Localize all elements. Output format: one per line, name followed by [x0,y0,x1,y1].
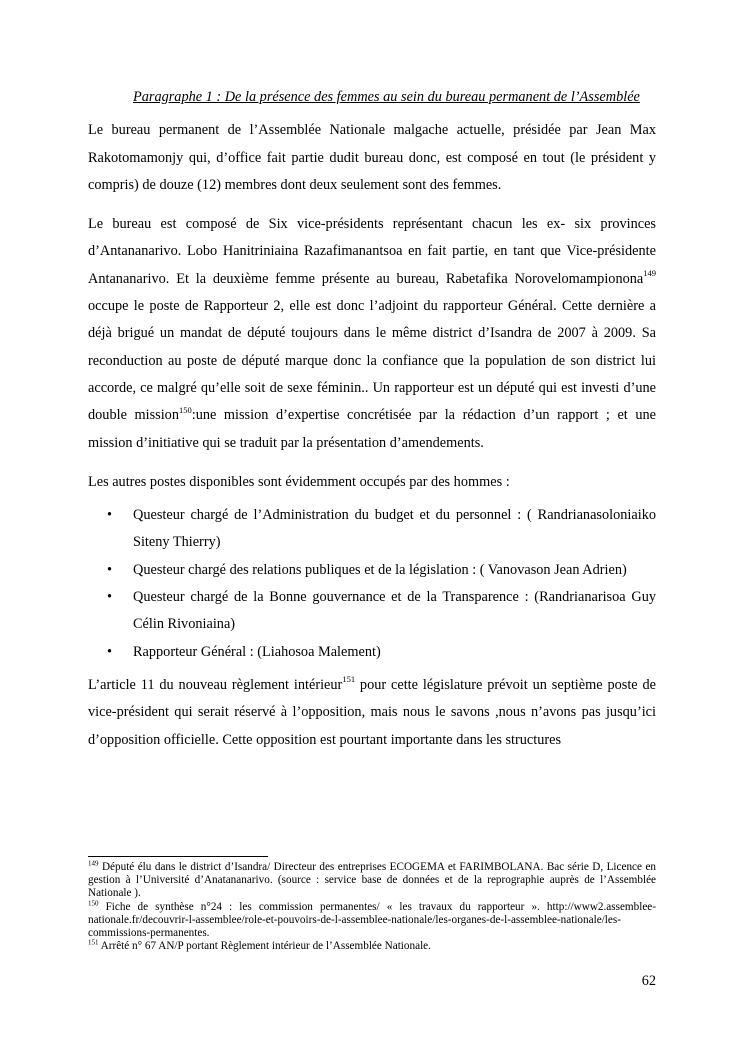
footnote-number: 150 [88,898,99,907]
section-heading: Paragraphe 1 : De la présence des femmes au sein du bureau permanent de l’Assemblée [133,89,640,105]
footnote-151 [88,940,656,953]
paragraph-2-part-b: occupe le poste de Rapporteur 2, elle est donc l’adjoint du rapporteur Général. Cette dernière a déjà brigué un mandat de député toujours dans le même district d’Isandra de 2007 à 2009. Sa reconduction au poste de député marque donc la confiance que la population de son district lui accorde, ce malgré qu’elle soit de sexe féminin.. Un rapporteur est un député qui est investi d’une double mission [88,298,656,424]
paragraph-2-part-a: Le bureau est composé de Six vice-présidents représentant chacun les ex- six provinces d’Antananarivo. Lobo Hanitriniaina Razafimanantsoa en fait partie, en tant que Vice-présidente Antananarivo. Et la deuxième femme présente au bureau, Rabetafika Norovelomampionona [88,216,656,287]
bullet-icon: • [107,643,113,660]
footnote-150 [88,898,656,941]
footnote-text: Arrêté n° 67 AN/P portant Règlement intérieur de l’Assemblée Nationale. [98,940,431,953]
footnote-text[interactable]: Fiche de synthèse n°24 : les commission permanentes/ « les travaux du rapporteur ». http://www2.assemblee-nationale.fr/decouvrir-l-assemblee/role-et-pouvoirs-de-l-assemblee-nationale/les-organes-de-l-assemblee-nationale/les-commissions-permanentes. [88,900,656,940]
footnote-ref-150[interactable]: 150 [178,404,192,415]
footnote-149 [88,861,656,901]
list-item [88,584,656,639]
list-item-text: Questeur chargé de l’Administration du budget et du personnel : ( Randrianasoloniaiko Siteny Thierry) [133,507,656,551]
bullet-icon: • [107,589,113,606]
paragraph-1: Le bureau permanent de l’Assemblée Nationale malgache actuelle, présidée par Jean Max Rakotomamonjy qui, d’office fait partie dudit bureau donc, est composé en tout (le président y compris) de douze (12) membres dont deux seulement sont des femmes. [88,122,656,193]
bullet-icon: • [107,561,113,578]
footnote-number: 151 [88,938,99,947]
paragraph-4-part-a: L’article 11 du nouveau règlement intérieur [88,676,343,693]
bullet-icon: • [107,507,113,524]
page-number: 62 [641,973,656,989]
list-item-text: Rapporteur Général : (Liahosoa Malement) [133,643,381,660]
footnote-ref-151[interactable]: 151 [342,674,356,685]
posts-list [88,502,656,666]
list-item-text: Questeur chargé des relations publiques et de la législation : ( Vanovason Jean Adrien) [133,561,627,578]
list-item [88,502,656,557]
main-text [88,84,656,766]
list-item [88,639,656,666]
paragraph-4-part-b: pour cette législature prévoit un septième poste de vice-président qui serait réservé à l’opposition, mais nous le savons ,nous n’avons pas jusqu’ici d’opposition officielle. Cette opposition est pourtant importante dans les structures [88,676,656,748]
footnote-text: Député élu dans le district d’Isandra/ Directeur des entreprises ECOGEMA et FARIMBOLANA. Bac série D, Licence en gestion à l’Université d’Anatananarivo. (source : service base de données et de la reprographie auprès de l’Assemblée Nationale ). [88,861,656,900]
footnote-number: 149 [88,859,99,868]
list-item-text: Questeur chargé de la Bonne gouvernance et de la Transparence : (Randrianarisoa Guy Célin Rivoniaina) [133,589,656,633]
paragraph-2-part-c: :une mission d’expertise concrétisée par la rédaction d’un rapport ; et une mission d’initiative qui se traduit par la présentation d’amendements. [88,407,656,451]
paragraph-3: Les autres postes disponibles sont évidemment occupés par des hommes : [88,473,510,490]
paragraph-4 [88,672,656,754]
footnote-divider [88,856,268,857]
footnote-ref-149[interactable]: 149 [643,268,656,279]
list-item [88,557,656,584]
footnotes [88,861,656,953]
paragraph-2 [88,211,656,457]
